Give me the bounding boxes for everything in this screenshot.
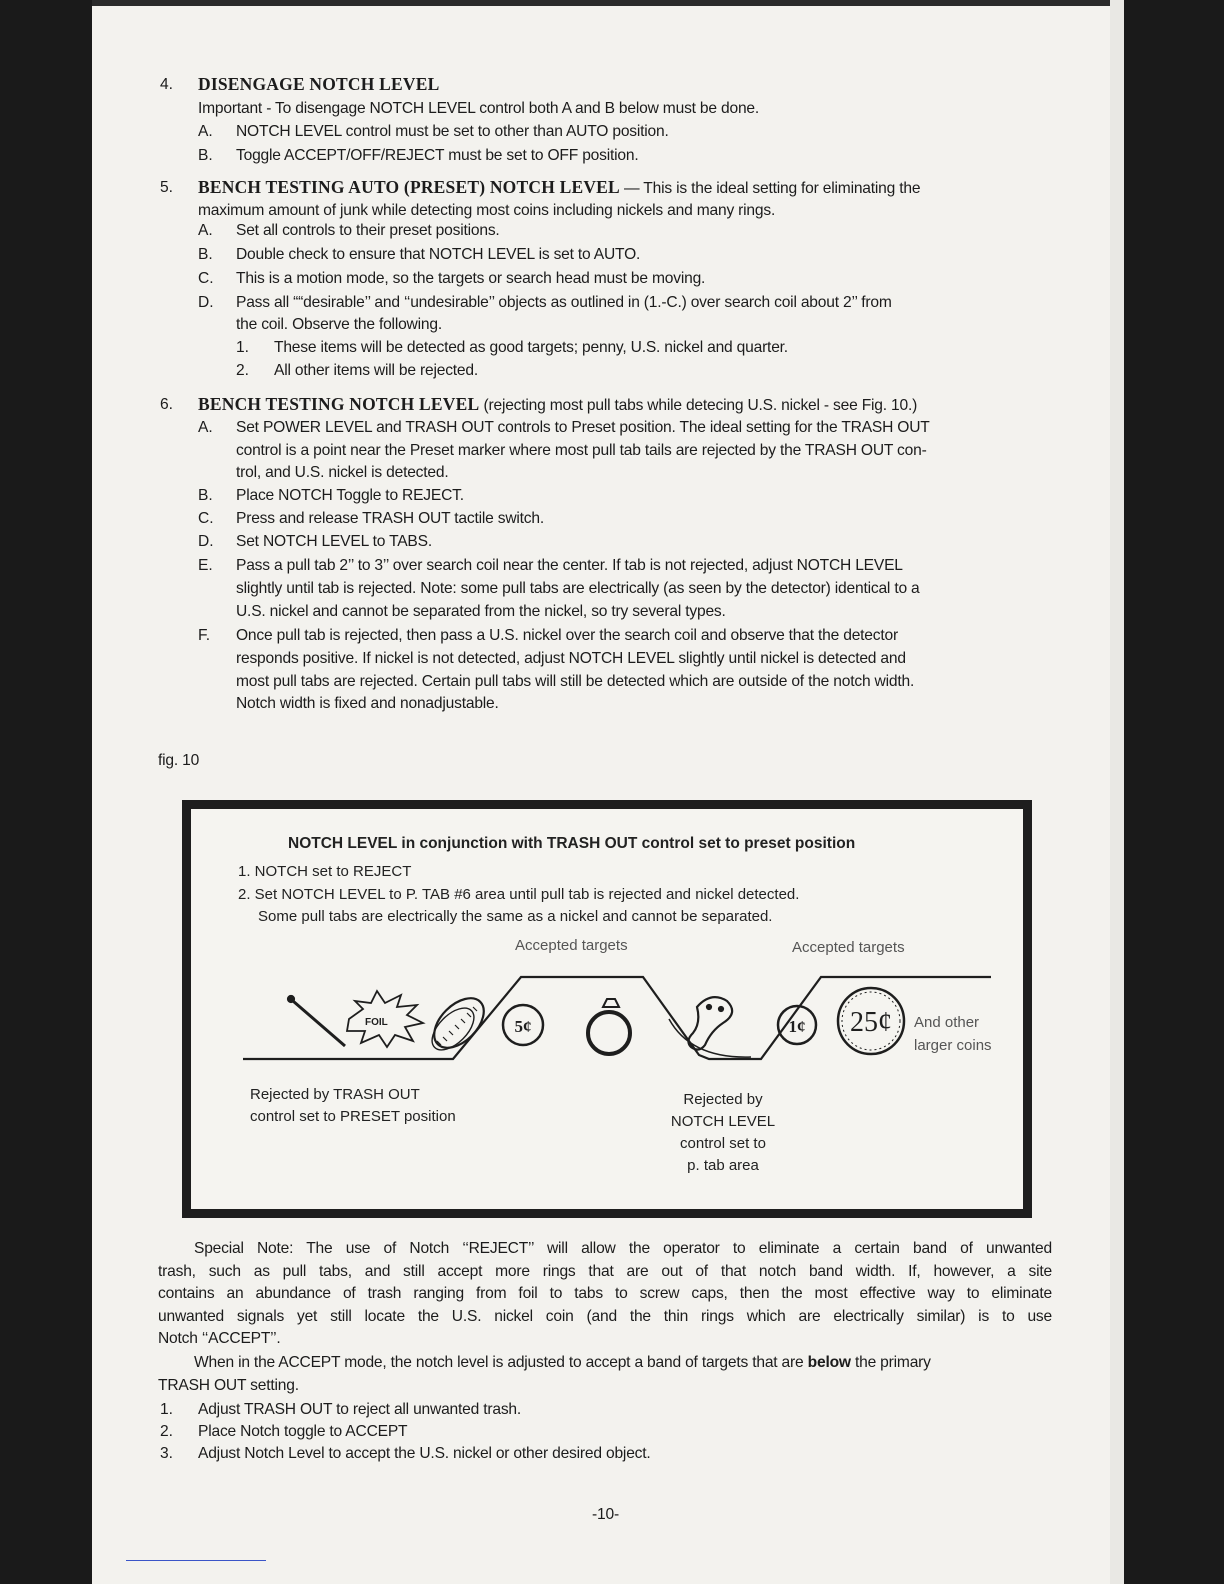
item-text: Once pull tab is rejected, then pass a U.S. nickel over the search coil and observe that the detector [236,627,898,644]
accept-step-text: Adjust TRASH OUT to reject all unwanted trash. [198,1401,522,1418]
figure-label: fig. 10 [158,752,200,769]
figure-heading: NOTCH LEVEL in conjunction with TRASH OUT control set to preset position [288,835,856,852]
rejected-notch-label: NOTCH LEVEL [670,1113,776,1130]
special-note-line: Notch ‘‘ACCEPT’’. [158,1330,281,1347]
accept-step-label: 3. [160,1445,174,1462]
item-label: A. [198,222,213,239]
accept-line-post: the primary [850,1354,931,1371]
accept-step-label: 1. [160,1401,174,1418]
item-text: U.S. nickel and cannot be separated from the nickel, so try several types. [236,603,726,620]
item-label: D. [198,533,214,550]
item-label: C. [198,270,214,287]
special-note-line: trash, such as pull tabs, and still accept more rings that are out of that notch band width. If, however, a site [158,1263,1052,1280]
accept-step-text: Adjust Notch Level to accept the U.S. nickel or other desired object. [198,1445,651,1462]
figure-step: 1. NOTCH set to REJECT [238,863,412,880]
subitem-text: These items will be detected as good targets; penny, U.S. nickel and quarter. [274,339,788,356]
item-text: Pass a pull tab 2’’ to 3’’ over search coil near the center. If tab is not rejected, adjust NOTCH LEVEL [236,557,903,574]
rejected-trash-label: Rejected by TRASH OUT [250,1086,420,1103]
item-label: D. [198,294,214,311]
subitem-label: 1. [236,339,250,356]
subitem-label: 2. [236,362,250,379]
section-4-intro: Important - To disengage NOTCH LEVEL control both A and B below must be done. [198,100,760,117]
accept-step-label: 2. [160,1423,174,1440]
section-5-title-rest: — This is the ideal setting for eliminating the [619,180,921,197]
scan-right-edge [1110,0,1124,1584]
item-text: Double check to ensure that NOTCH LEVEL is set to AUTO. [236,246,641,263]
item-text: Toggle ACCEPT/OFF/REJECT must be set to OFF position. [236,147,639,164]
and-other-label: And other [914,1014,980,1031]
item-text: responds positive. If nickel is not detected, adjust NOTCH LEVEL slightly until nickel is detected and [236,650,906,667]
accepted-targets-right: Accepted targets [792,939,905,956]
item-label: B. [198,147,213,164]
accepted-targets-left: Accepted targets [515,937,628,954]
item-text: Set all controls to their preset positions. [236,222,500,239]
item-text: Press and release TRASH OUT tactile switch. [236,510,545,527]
ring-icon [588,999,630,1054]
item-text: control is a point near the Preset marker where most pull tab tails are rejected by the TRASH OUT con- [236,442,927,459]
item-text: Notch width is fixed and nonadjustable. [236,695,499,712]
bottom-underline [126,1560,266,1561]
accept-line-pre: When in the ACCEPT mode, the notch level is adjusted to accept a band of targets that are [194,1354,808,1371]
section-5-heading [198,177,920,199]
item-label: F. [198,627,211,644]
item-text: Set POWER LEVEL and TRASH OUT controls to Preset position. The ideal setting for the TRASH OUT [236,419,930,436]
section-5-intro: maximum amount of junk while detecting most coins including nickels and many rings. [198,202,776,219]
item-text: slightly until tab is rejected. Note: some pull tabs are electrically (as seen by the detector) identical to a [236,580,920,597]
penny-coin-text: 1¢ [788,1017,806,1036]
section-4-title: DISENGAGE NOTCH LEVEL [198,74,440,94]
item-text: the coil. Observe the following. [236,316,442,333]
figure-step: 2. Set NOTCH LEVEL to P. TAB #6 area until pull tab is rejected and nickel detected. [238,886,800,903]
item-text: NOTCH LEVEL control must be set to other than AUTO position. [236,123,669,140]
section-6-heading [198,394,917,416]
rejected-trash-label: control set to PRESET position [250,1108,456,1125]
section-6-title-rest: (rejecting most pull tabs while detecing U.S. nickel - see Fig. 10.) [479,397,918,414]
larger-coins-label: larger coins [914,1037,992,1054]
item-label: B. [198,246,213,263]
item-label: E. [198,557,213,574]
accept-step-text: Place Notch toggle to ACCEPT [198,1423,408,1440]
notch-diagram [191,809,1023,1209]
accept-mode-line-2: TRASH OUT setting. [158,1377,299,1394]
nail-icon [293,1001,345,1046]
item-text: Place NOTCH Toggle to REJECT. [236,487,464,504]
figure-10-box [182,800,1032,1218]
item-label: A. [198,419,213,436]
accept-mode-line [194,1353,931,1373]
item-text: trol, and U.S. nickel is detected. [236,464,449,481]
special-note-line: unwanted signals yet still locate the U.S. nickel coin (and the thin rings which are electrically similar) is to use [158,1308,1052,1325]
section-6-number: 6. [160,396,174,413]
rejected-notch-label: Rejected by [683,1091,763,1108]
item-text: Pass all ““desirable’’ and ‘‘undesirable’’ objects as outlined in (1.-C.) over search coil about 2’’ from [236,294,892,311]
notch-inner-shadow [669,1019,751,1057]
rejected-notch-label: p. tab area [687,1157,759,1174]
item-text: most pull tabs are rejected. Certain pull tabs will still be detected which are outside of the notch width. [236,673,915,690]
section-5-number: 5. [160,179,174,196]
special-note-line: Special Note: The use of Notch ‘‘REJECT’’ will allow the operator to eliminate a certain band of unwanted [194,1240,1052,1257]
item-text: This is a motion mode, so the targets or search head must be moving. [236,270,706,287]
item-label: B. [198,487,213,504]
item-text: Set NOTCH LEVEL to TABS. [236,533,432,550]
page-number: -10- [592,1506,619,1523]
item-label: A. [198,123,213,140]
subitem-text: All other items will be rejected. [274,362,478,379]
section-4-number: 4. [160,76,174,93]
figure-step: Some pull tabs are electrically the same as a nickel and cannot be separated. [258,908,773,925]
accept-line-bold: below [807,1354,851,1371]
section-6-title: BENCH TESTING NOTCH LEVEL [198,394,480,414]
rejected-notch-label: control set to [680,1135,766,1152]
nickel-coin-text: 5¢ [514,1017,532,1036]
section-5-title: BENCH TESTING AUTO (PRESET) NOTCH LEVEL [198,177,620,197]
quarter-coin-text: 25¢ [850,1007,892,1038]
special-note-line: contains an abundance of trash ranging from foil to tabs to screw caps, then the most effective way to eliminate [158,1285,1052,1302]
item-label: C. [198,510,214,527]
foil-text: FOIL [365,1017,388,1028]
